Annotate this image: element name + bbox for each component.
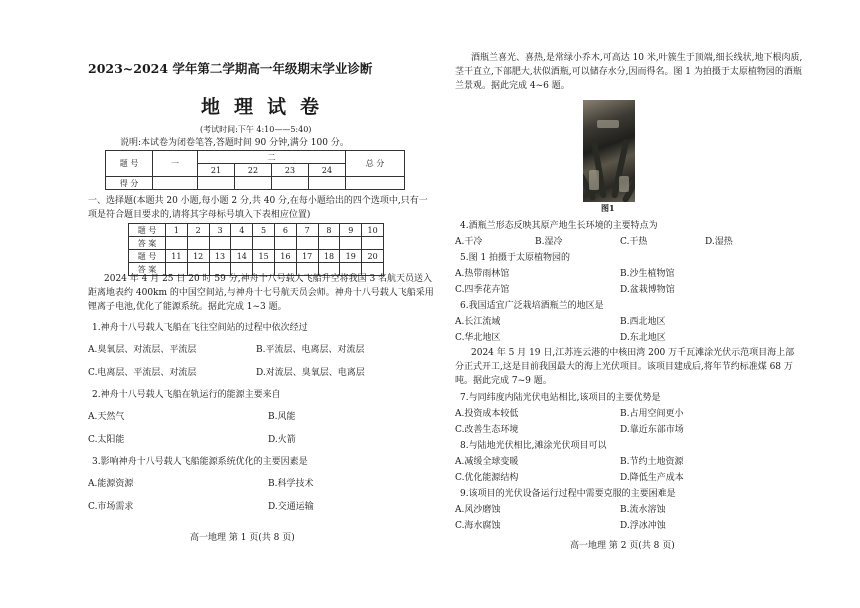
question-number-cell: 3 <box>209 224 231 237</box>
figure-caption: 图1 <box>601 203 615 213</box>
passage-2: 酒瓶兰喜光、喜热,是常绿小乔木,可高达 10 米,叶簇生于顶端,细长线状,地下根肉质,茎干直立,下部肥大,状似酒瓶,可以储存水分,因而得名。图 1 为拍摄于太原植物园的酒瓶兰景观。据此完成 4~6 题。 <box>455 53 803 91</box>
q2-option-c[interactable]: C.太阳能 <box>88 435 125 445</box>
question-number-cell: 7 <box>296 224 318 237</box>
q8-option-a[interactable]: A.减缓全球变暖 <box>455 457 519 467</box>
q9-option-d[interactable]: D.浮冰冲蚀 <box>620 521 666 531</box>
question-number-cell: 11 <box>166 250 188 263</box>
question-5: 5.图 1 拍摄于太原植物园的 <box>460 253 571 263</box>
exam-title: 2023~2024 学年第二学期高一年级期末学业诊断 <box>88 61 373 76</box>
q5-option-a[interactable]: A.热带雨林馆 <box>455 269 510 279</box>
answer-cell[interactable] <box>318 237 340 250</box>
q6-option-c[interactable]: C.华北地区 <box>455 333 501 343</box>
question-1: 1.神舟十八号载人飞船在飞往空间站的过程中依次经过 <box>92 323 308 333</box>
question-number-cell: 19 <box>340 250 362 263</box>
q7-option-a[interactable]: A.投资成本较低 <box>455 409 519 419</box>
answer-cell[interactable] <box>296 237 318 250</box>
answer-cell[interactable] <box>187 237 209 250</box>
answer-cell[interactable] <box>362 237 384 250</box>
passage-3: 2024 年 5 月 19 日,江苏连云港的中核田湾 200 万千瓦滩涂光伏示范项目海上部分正式开工,这是目前我国最大的海上光伏项目。该项目建成后,将年节约标准煤 68 万吨。据此完成 7~9 题。 <box>455 348 795 386</box>
exam-time: (考试时间:下午 4:10——5:40) <box>200 125 312 134</box>
score-table <box>105 150 405 190</box>
answer-cell[interactable] <box>340 237 362 250</box>
answer-cell[interactable] <box>253 237 275 250</box>
question-number-cell: 12 <box>187 250 209 263</box>
question-number-cell: 15 <box>253 250 275 263</box>
q2-option-b[interactable]: B.风能 <box>268 412 296 422</box>
passage-1: 2024 年 4 月 25 日 20 时 59 分,神舟十八号载人飞船升空将我国 3 名航天员送入距离地表约 400km 的中国空间站,与神舟十七号航天员会师。神舟十八号载人飞船采用锂离子电池,优化了能源系统。据此完成 1~3 题。 <box>88 274 434 312</box>
question-number-cell: 8 <box>318 224 340 237</box>
total-label: 总 分 <box>346 151 405 177</box>
q5-option-b[interactable]: B.沙生植物馆 <box>620 269 675 279</box>
question-number-cell: 2 <box>187 224 209 237</box>
answer-row-label: 题 号 <box>129 250 166 263</box>
q6-option-a[interactable]: A.长江流域 <box>455 317 501 327</box>
q1-option-c[interactable]: C.电离层、平流层、对流层 <box>88 368 197 378</box>
sub-number: 21 <box>198 164 235 177</box>
question-4: 4.酒瓶兰形态反映其原产地生长环境的主要特点为 <box>460 221 658 231</box>
instructions: 说明:本试卷为闭卷笔答,答题时间 90 分钟,满分 100 分。 <box>120 138 349 148</box>
question-number-cell: 9 <box>340 224 362 237</box>
question-3: 3.影响神舟十八号载人飞船能源系统优化的主要因素是 <box>92 457 308 467</box>
q4-option-c[interactable]: C.干热 <box>620 237 648 247</box>
q9-option-c[interactable]: C.海水腐蚀 <box>455 521 501 531</box>
q3-option-c[interactable]: C.市场需求 <box>88 502 134 512</box>
answer-table <box>128 223 384 276</box>
part-one: 一 <box>153 151 198 177</box>
score-cell[interactable] <box>346 177 405 190</box>
question-number-cell: 20 <box>362 250 384 263</box>
q4-option-a[interactable]: A.干冷 <box>455 237 483 247</box>
sub-number: 24 <box>309 164 346 177</box>
answer-cell[interactable] <box>209 237 231 250</box>
q3-option-a[interactable]: A.能源资源 <box>88 479 134 489</box>
answer-cell[interactable] <box>231 237 253 250</box>
question-number-cell: 10 <box>362 224 384 237</box>
q7-option-c[interactable]: C.改善生态环境 <box>455 425 519 435</box>
sub-number: 23 <box>272 164 309 177</box>
q3-option-d[interactable]: D.交通运输 <box>268 502 314 512</box>
page-footer-1: 高一地理 第 1 页(共 8 页) <box>190 533 295 543</box>
q8-option-b[interactable]: B.节约土地资源 <box>620 457 684 467</box>
answer-row-label: 题 号 <box>129 224 166 237</box>
section-one-intro: 一、选择题(本题共 20 小题,每小题 2 分,共 40 分,在每小题给出的四个选项中,只有一项是符合题目要求的,请将其字母标号填入下表相应位置) <box>88 196 428 220</box>
score-cell[interactable] <box>309 177 346 190</box>
q1-option-a[interactable]: A.臭氧层、对流层、平流层 <box>88 345 197 355</box>
question-number-cell: 14 <box>231 250 253 263</box>
answer-cell[interactable] <box>274 237 296 250</box>
q3-option-b[interactable]: B.科学技术 <box>268 479 314 489</box>
answer-row-label: 答 案 <box>129 263 166 276</box>
question-7: 7.与同纬度内陆光伏电站相比,该项目的主要优势是 <box>460 393 661 403</box>
page-footer-2: 高一地理 第 2 页(共 8 页) <box>570 541 675 551</box>
q2-option-d[interactable]: D.火箭 <box>268 435 296 445</box>
answer-cell[interactable] <box>166 237 188 250</box>
part-two: 二 <box>198 151 346 164</box>
q2-option-a[interactable]: A.天然气 <box>88 412 125 422</box>
q8-option-c[interactable]: C.优化能源结构 <box>455 473 519 483</box>
score-cell[interactable] <box>198 177 235 190</box>
answer-row-label: 答 案 <box>129 237 166 250</box>
question-number-cell: 4 <box>231 224 253 237</box>
q1-option-b[interactable]: B.平流层、电离层、对流层 <box>256 345 365 355</box>
question-number-cell: 5 <box>253 224 275 237</box>
q5-option-d[interactable]: D.盆栽博物馆 <box>620 285 675 295</box>
q1-option-d[interactable]: D.对流层、臭氧层、电离层 <box>256 368 365 378</box>
subject-title: 地理试卷 <box>201 96 334 118</box>
bottle-palm-photo <box>583 100 635 202</box>
score-row-label: 题 号 <box>106 151 153 177</box>
question-number-cell: 13 <box>209 250 231 263</box>
score-label: 得 分 <box>106 177 153 190</box>
q9-option-b[interactable]: B.流水溶蚀 <box>620 505 666 515</box>
question-2: 2.神舟十八号载人飞船在轨运行的能源主要来自 <box>92 390 281 400</box>
score-cell[interactable] <box>153 177 198 190</box>
question-8: 8.与陆地光伏相比,滩涂光伏项目可以 <box>460 441 607 451</box>
question-number-cell: 18 <box>318 250 340 263</box>
q4-option-d[interactable]: D.湿热 <box>705 237 733 247</box>
question-number-cell: 16 <box>274 250 296 263</box>
score-cell[interactable] <box>272 177 309 190</box>
question-9: 9.该项目的光伏设备运行过程中需要克服的主要困难是 <box>460 489 676 499</box>
q6-option-d[interactable]: D.东北地区 <box>620 333 666 343</box>
q9-option-a[interactable]: A.风沙磨蚀 <box>455 505 501 515</box>
q6-option-b[interactable]: B.西北地区 <box>620 317 666 327</box>
question-6: 6.我国适宜广泛栽培酒瓶兰的地区是 <box>460 301 604 311</box>
question-number-cell: 6 <box>274 224 296 237</box>
score-cell[interactable] <box>235 177 272 190</box>
sub-number: 22 <box>235 164 272 177</box>
q8-option-d[interactable]: D.降低生产成本 <box>620 473 684 483</box>
question-number-cell: 1 <box>166 224 188 237</box>
q5-option-c[interactable]: C.四季花卉馆 <box>455 285 510 295</box>
question-number-cell: 17 <box>296 250 318 263</box>
q7-option-b[interactable]: B.占用空间更小 <box>620 409 684 419</box>
q4-option-b[interactable]: B.湿冷 <box>535 237 563 247</box>
q7-option-d[interactable]: D.靠近东部市场 <box>620 425 684 435</box>
